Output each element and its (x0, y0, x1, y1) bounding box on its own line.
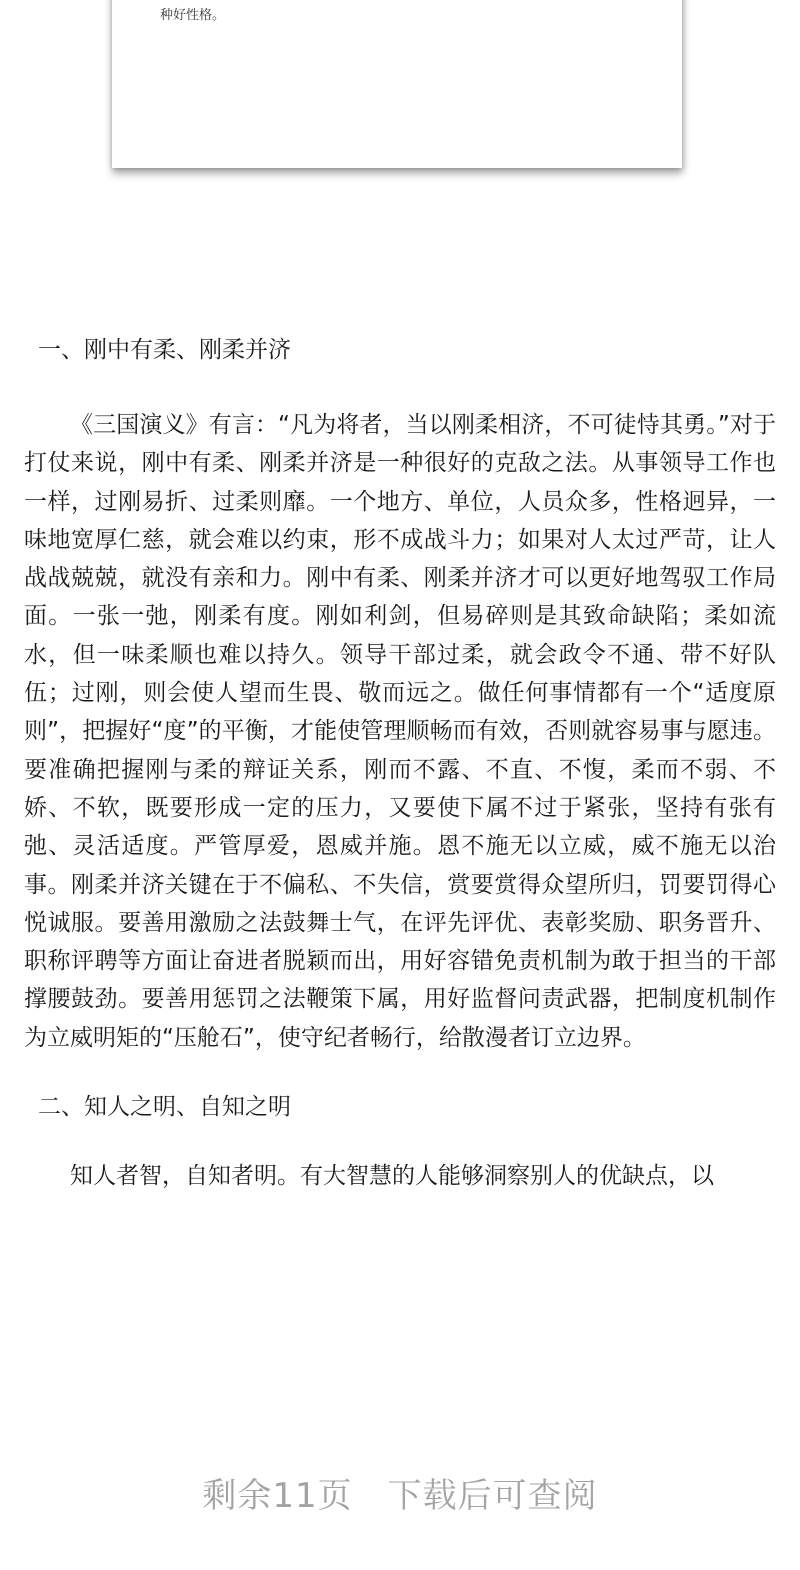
section-paragraph-1: 《三国演义》有言：“凡为将者，当以刚柔相济，不可徒恃其勇。”对于打仗来说，刚中有柔、刚柔并济是一种很好的克敌之法。从事领导工作也一样，过刚易折、过柔则靡。一个地方、单位，人员众多，性格迥异，一味地宽厚仁慈，就会难以约束，形不成战斗力；如果对人太过严苛，让人战战兢兢，就没有亲和力。刚中有柔、刚柔并济才可以更好地驾驭工作局面。一张一弛，刚柔有度。刚如利剑，但易碎则是其致命缺陷；柔如流水，但一味柔顺也难以持久。领导干部过柔，就会政令不通、带不好队伍；过刚，则会使人望而生畏、敬而远之。做任何事情都有一个“适度原则”，把握好“度”的平衡，才能使管理顺畅而有效，否则就容易事与愿违。要准确把握刚与柔的辩证关系，刚而不露、不直、不愎，柔而不弱、不娇、不软，既要形成一定的压力，又要使下属不过于紧张，坚持有张有弛、灵活适度。严管厚爱，恩威并施。恩不施无以立威，威不施无以治事。刚柔并济关键在于不偏私、不失信，赏要赏得众望所归，罚要罚得心悦诚服。要善用激励之法鼓舞士气，在评先评优、表彰奖励、职务晋升、职称评聘等方面让奋进者脱颖而出，用好容错免责机制为敢于担当的干部撑腰鼓劲。要善用惩罚之法鞭策下属，用好监督问责武器，把制度机制作为立威明矩的“压舱石”，使守纪者畅行，给散漫者订立边界。 (24, 412, 776, 1051)
remaining-pages-text[interactable]: 剩余11页 下载后可查阅 (202, 1476, 598, 1516)
previous-page-card (112, 0, 682, 168)
article-body (24, 330, 776, 1195)
remaining-pages-banner[interactable] (0, 1468, 800, 1517)
section-heading-1: 一、刚中有柔、刚柔并济 (38, 337, 291, 363)
section-paragraph-2: 知人者智，自知者明。有大智慧的人能够洞察别人的优缺点，以 (70, 1163, 714, 1190)
section-heading-2: 二、知人之明、自知之明 (38, 1094, 291, 1121)
previous-page-tail-text: 种好性格。 (160, 8, 226, 23)
